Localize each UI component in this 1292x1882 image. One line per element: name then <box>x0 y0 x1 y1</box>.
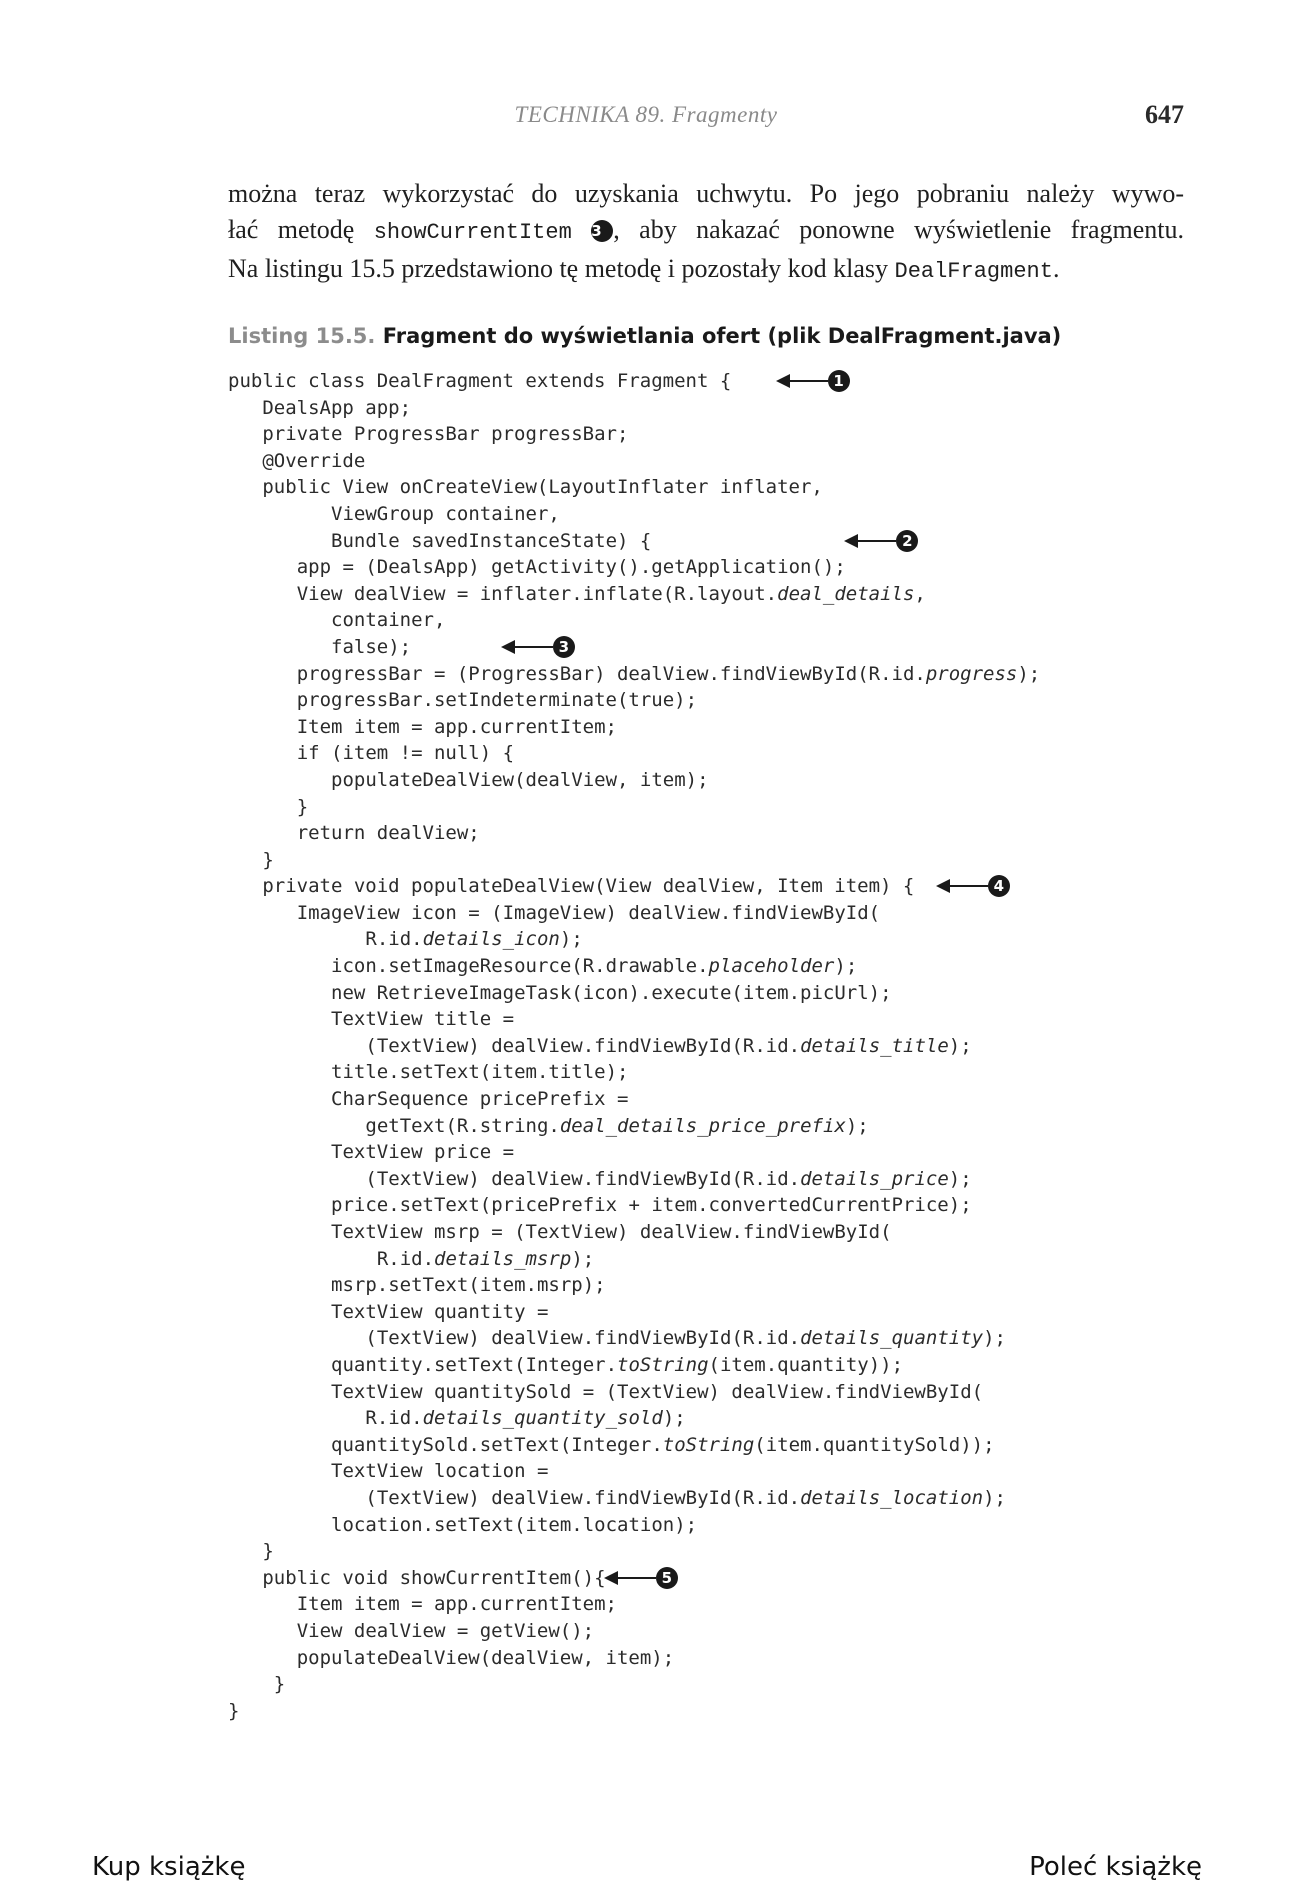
callout-marker-2: 2 <box>896 530 918 552</box>
code-token: , <box>914 582 926 605</box>
code-token: ); <box>1017 662 1041 685</box>
code-token: populateDealView(dealView, item); <box>331 768 709 791</box>
code-token: (TextView) dealView.findViewById(R.id. <box>365 1486 801 1509</box>
code-token: (TextView) dealView.findViewById(R.id. <box>365 1327 801 1350</box>
code-token: View dealView = getView(); <box>296 1619 595 1642</box>
callout-marker-5: 5 <box>656 1567 678 1589</box>
code-line <box>228 421 1188 448</box>
inline-code-showcurrentitem: showCurrentItem <box>373 220 572 245</box>
code-line <box>228 1113 1188 1140</box>
code-token: deal_details <box>777 582 915 605</box>
code-token: TextView title = <box>331 1008 515 1031</box>
code-line <box>228 1512 1188 1539</box>
page-number: 647 <box>1145 100 1184 129</box>
code-line <box>228 395 1188 422</box>
code-token: progress <box>925 662 1018 685</box>
code-line <box>228 581 1188 608</box>
code-token: details_title <box>800 1034 949 1057</box>
intro-text-1: można teraz wykorzystać do uzyskania uchwytu. Po jego pobraniu należy wywo- <box>228 179 1184 208</box>
code-line <box>228 1299 1188 1326</box>
code-token: CharSequence pricePrefix = <box>331 1088 629 1111</box>
callout-marker-3: 3 <box>591 220 613 242</box>
code-token: placeholder <box>708 955 835 978</box>
code-token: location.setText(item.location); <box>331 1513 698 1536</box>
listing-label: Listing 15.5. <box>228 324 376 348</box>
arrow-left-icon <box>778 380 828 382</box>
code-token: Item item = app.currentItem; <box>296 715 617 738</box>
callout-marker-3: 3 <box>553 636 575 658</box>
code-token: icon.setImageResource(R.drawable. <box>331 955 709 978</box>
code-line <box>228 767 1188 794</box>
code-line <box>228 528 1188 555</box>
code-line <box>228 980 1188 1007</box>
code-line <box>228 1379 1188 1406</box>
code-callout-5 <box>606 1567 678 1589</box>
code-token: @Override <box>262 449 366 472</box>
intro-text-2a: łać metodę <box>228 215 355 244</box>
code-token: private void populateDealView(View dealView, Item item) { <box>262 875 915 898</box>
code-token: TextView msrp = (TextView) dealView.findViewById( <box>331 1221 892 1243</box>
code-token: ViewGroup container, <box>331 502 560 525</box>
code-callout-3 <box>503 636 575 658</box>
code-line <box>228 1458 1188 1485</box>
arrow-left-icon <box>938 885 988 887</box>
code-line <box>228 1618 1188 1645</box>
buy-book-link[interactable]: Kup książkę <box>92 1852 246 1882</box>
code-callout-2 <box>846 530 918 552</box>
code-token: } <box>228 1699 240 1722</box>
code-token: progressBar = (ProgressBar) dealView.findViewById(R.id. <box>296 662 926 685</box>
code-token: public View onCreateView(LayoutInflater inflater, <box>262 476 823 499</box>
code-line <box>228 448 1188 475</box>
code-token: getText(R.string. <box>365 1114 560 1137</box>
arrow-left-icon <box>846 540 896 542</box>
code-token: TextView price = <box>331 1141 515 1164</box>
code-token: details_quantity <box>800 1327 984 1350</box>
code-line <box>228 634 1188 661</box>
code-token: price.setText(pricePrefix + item.convertedCurrentPrice); <box>331 1194 972 1217</box>
code-token: deal_details_price_prefix <box>559 1114 846 1137</box>
code-token: ); <box>983 1327 1006 1350</box>
page-header <box>0 102 1292 136</box>
intro-paragraph <box>228 176 1184 290</box>
running-title: TECHNIKA 89. Fragmenty <box>514 102 778 127</box>
code-token: (TextView) dealView.findViewById(R.id. <box>365 1167 801 1190</box>
code-token: msrp.setText(item.msrp); <box>331 1274 606 1297</box>
code-token: new RetrieveImageTask(icon).execute(item.picUrl); <box>331 981 892 1004</box>
recommend-book-link[interactable]: Poleć książkę <box>1029 1852 1202 1882</box>
code-line <box>228 740 1188 767</box>
code-token: title.setText(item.title); <box>331 1061 629 1084</box>
code-token: details_quantity_sold <box>422 1407 663 1430</box>
code-line <box>228 1565 1188 1592</box>
code-token: populateDealView(dealView, item); <box>296 1646 675 1669</box>
callout-marker-4: 4 <box>988 875 1010 897</box>
code-token: R.id. <box>365 928 423 951</box>
code-line <box>228 554 1188 581</box>
code-line <box>228 1538 1188 1565</box>
arrow-left-icon <box>606 1577 656 1579</box>
code-token: Item item = app.currentItem; <box>296 1593 617 1616</box>
code-token: ); <box>834 955 858 978</box>
code-line <box>228 607 1188 634</box>
code-token: return dealView; <box>296 822 480 845</box>
code-token: View dealView = inflater.inflate(R.layout. <box>296 582 778 605</box>
code-token: toString <box>662 1433 755 1456</box>
code-token: false); <box>331 635 412 658</box>
code-line <box>228 1352 1188 1379</box>
code-token: details_location <box>800 1486 984 1509</box>
intro-text-2b: , aby nakazać ponowne wyświetlenie fragmentu. <box>613 215 1185 244</box>
code-token: container, <box>331 609 446 632</box>
code-line <box>228 661 1188 688</box>
code-line <box>228 714 1188 741</box>
code-token: } <box>296 795 309 818</box>
code-token: details_msrp <box>434 1247 572 1270</box>
code-token: ); <box>983 1486 1006 1509</box>
code-token: R.id. <box>365 1407 423 1430</box>
code-line <box>228 1086 1188 1113</box>
code-token: TextView quantity = <box>331 1300 549 1323</box>
listing-title: Fragment do wyświetlania ofert (plik DealFragment.java) <box>382 324 1062 348</box>
code-line <box>228 368 1188 395</box>
code-token: (TextView) dealView.findViewById(R.id. <box>365 1034 801 1057</box>
intro-line-3 <box>228 251 1184 290</box>
code-listing <box>228 368 1188 1724</box>
code-token: } <box>262 1540 274 1563</box>
code-token: toString <box>617 1353 709 1376</box>
code-line <box>228 1192 1188 1219</box>
intro-line-1 <box>228 176 1184 212</box>
code-token: app = (DealsApp) getActivity().getApplication(); <box>296 556 846 579</box>
code-token: ); <box>948 1034 972 1057</box>
code-token: private ProgressBar progressBar; <box>262 423 629 446</box>
code-line <box>228 847 1188 874</box>
code-line <box>228 1405 1188 1432</box>
code-token: ); <box>571 1247 595 1270</box>
code-line <box>228 794 1188 821</box>
code-callout-1 <box>778 370 850 392</box>
code-line <box>228 1485 1188 1512</box>
code-line <box>228 900 1188 927</box>
inline-code-dealfragment: DealFragment <box>894 259 1053 284</box>
code-token: public class DealFragment extends Fragment { <box>228 370 732 392</box>
code-line <box>228 687 1188 714</box>
listing-caption <box>228 324 1061 348</box>
code-token: ); <box>948 1167 972 1190</box>
code-line <box>228 1591 1188 1618</box>
code-line <box>228 1698 1188 1725</box>
code-line <box>228 1139 1188 1166</box>
code-line <box>228 1272 1188 1299</box>
code-token: ); <box>559 928 583 951</box>
code-line <box>228 501 1188 528</box>
code-line <box>228 1059 1188 1086</box>
callout-marker-1: 1 <box>828 370 850 392</box>
code-token: (item.quantity)); <box>708 1353 904 1376</box>
code-token: DealsApp app; <box>262 396 412 419</box>
code-line <box>228 1033 1188 1060</box>
code-token: TextView quantitySold = (TextView) dealView.findViewById( <box>331 1380 984 1403</box>
code-token: } <box>273 1673 286 1696</box>
code-token: details_icon <box>422 928 560 951</box>
code-line <box>228 873 1188 900</box>
code-line <box>228 1246 1188 1273</box>
code-token: public void showCurrentItem(){ <box>262 1566 606 1589</box>
code-line <box>228 1219 1188 1246</box>
code-line <box>228 953 1188 980</box>
code-token: details_price <box>800 1167 949 1190</box>
code-callout-4 <box>938 875 1010 897</box>
code-line <box>228 1432 1188 1459</box>
code-line <box>228 1645 1188 1672</box>
intro-text-3b: . <box>1052 254 1060 283</box>
code-line <box>228 474 1188 501</box>
code-token: ); <box>845 1114 869 1137</box>
code-line <box>228 1325 1188 1352</box>
code-token: quantity.setText(Integer. <box>331 1353 618 1376</box>
code-token: ); <box>662 1407 686 1430</box>
arrow-left-icon <box>503 646 553 648</box>
code-line <box>228 1166 1188 1193</box>
code-line <box>228 820 1188 847</box>
intro-line-2 <box>228 212 1184 251</box>
code-line <box>228 1671 1188 1698</box>
code-token: } <box>262 848 274 871</box>
code-token: if (item != null) { <box>296 742 515 765</box>
code-token: Bundle savedInstanceState) { <box>331 529 652 552</box>
code-token: R.id. <box>376 1247 435 1270</box>
intro-text-3a: Na listingu 15.5 przedstawiono tę metodę i pozostały kod klasy <box>228 254 888 283</box>
code-line <box>228 1006 1188 1033</box>
code-line <box>228 926 1188 953</box>
code-token: progressBar.setIndeterminate(true); <box>296 689 698 712</box>
code-token: ImageView icon = (ImageView) dealView.findViewById( <box>296 901 881 924</box>
code-token: (item.quantitySold)); <box>754 1433 995 1456</box>
code-token: TextView location = <box>331 1460 549 1483</box>
code-token: quantitySold.setText(Integer. <box>331 1433 663 1456</box>
